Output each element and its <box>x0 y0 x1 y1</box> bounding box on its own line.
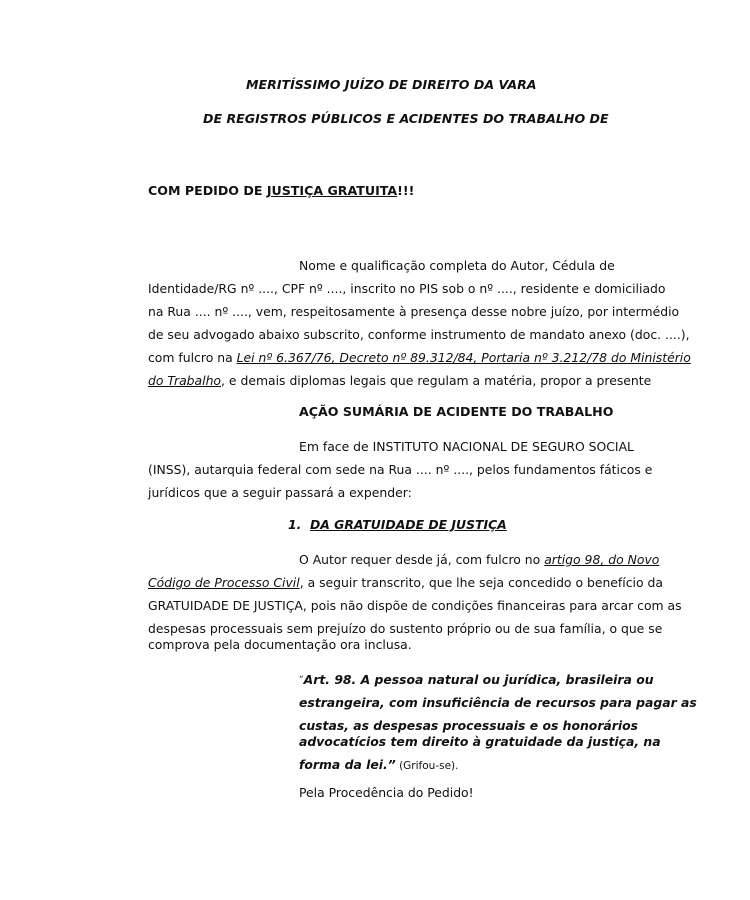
request-suffix: !!! <box>397 183 415 198</box>
qualification-line-2: Identidade/RG nº ...., CPF nº ...., inscrito no PIS sob o nº ...., residente e domiciliado <box>148 281 666 296</box>
qualification-line-4: de seu advogado abaixo subscrito, conforme instrumento de mandato anexo (doc. ....), <box>148 327 690 342</box>
law-reference-continued: do Trabalho <box>148 373 222 388</box>
section-1-number: 1. <box>288 517 302 532</box>
request-prefix: COM PEDIDO DE <box>148 183 267 198</box>
gratuity-line-2-suffix: , a seguir transcrito, que lhe seja concedido o benefício da <box>299 575 663 590</box>
closing-line: Pela Procedência do Pedido! <box>299 785 474 800</box>
quote-line-5 <box>299 757 458 774</box>
gratuity-line-4: despesas processuais sem prejuízo do sustento próprio ou de sua família, o que se <box>148 621 663 636</box>
qualification-line-1: Nome e qualificação completa do Autor, Cédula de <box>299 258 615 273</box>
action-title: AÇÃO SUMÁRIA DE ACIDENTE DO TRABALHO <box>299 404 614 419</box>
gratuity-line-5: comprova pela documentação ora inclusa. <box>148 637 412 652</box>
quote-emphasis-note: (Grifou-se). <box>395 760 459 772</box>
code-reference: Código de Processo Civil <box>148 575 300 590</box>
defendant-line-2: (INSS), autarquia federal com sede na Rua .... nº ...., pelos fundamentos fáticos e <box>148 462 653 477</box>
request-underlined: JUSTIÇA GRATUITA <box>266 183 398 198</box>
quote-line-1 <box>299 672 654 688</box>
gratuity-line-1 <box>299 552 659 568</box>
qualification-line-5-prefix: com fulcro na <box>148 350 237 365</box>
quote-line-4: advocatícios tem direito à gratuidade da justiça, na <box>299 734 661 749</box>
court-heading-line-1: MERITÍSSIMO JUÍZO DE DIREITO DA VARA <box>246 77 537 92</box>
defendant-line-3: jurídicos que a seguir passará a expender: <box>148 485 412 500</box>
section-1-title: DA GRATUIDADE DE JUSTIÇA <box>309 517 507 532</box>
quote-open-mark: “ <box>299 675 304 685</box>
gratuity-line-2 <box>148 575 663 591</box>
gratuity-line-1-prefix: O Autor requer desde já, com fulcro no <box>299 552 545 567</box>
qualification-line-3: na Rua .... nº ...., vem, respeitosamente à presença desse nobre juízo, por intermédio <box>148 304 680 319</box>
quote-line-3: custas, as despesas processuais e os honorários <box>299 718 639 733</box>
quote-line-1-text: Art. 98. A pessoa natural ou jurídica, brasileira ou <box>303 672 654 687</box>
section-1-heading <box>288 517 507 533</box>
law-reference: Lei nº 6.367/76, Decreto nº 89.312/84, Portaria nº 3.212/78 do Ministério <box>236 350 691 365</box>
court-heading-line-2: DE REGISTROS PÚBLICOS E ACIDENTES DO TRABALHO DE <box>203 111 609 126</box>
qualification-line-5 <box>148 350 691 366</box>
gratuity-line-3: GRATUIDADE DE JUSTIÇA, pois não dispõe de condições financeiras para arcar com as <box>148 598 682 613</box>
defendant-line-1: Em face de INSTITUTO NACIONAL DE SEGURO SOCIAL <box>299 439 634 454</box>
qualification-line-6-suffix: , e demais diplomas legais que regulam a matéria, propor a presente <box>221 373 652 388</box>
qualification-line-6 <box>148 373 651 389</box>
article-reference: artigo 98, do Novo <box>544 552 660 567</box>
quote-line-5-text: forma da lei.” <box>299 757 396 772</box>
quote-line-2: estrangeira, com insuficiência de recursos para pagar as <box>299 695 697 710</box>
free-justice-request <box>148 183 414 199</box>
